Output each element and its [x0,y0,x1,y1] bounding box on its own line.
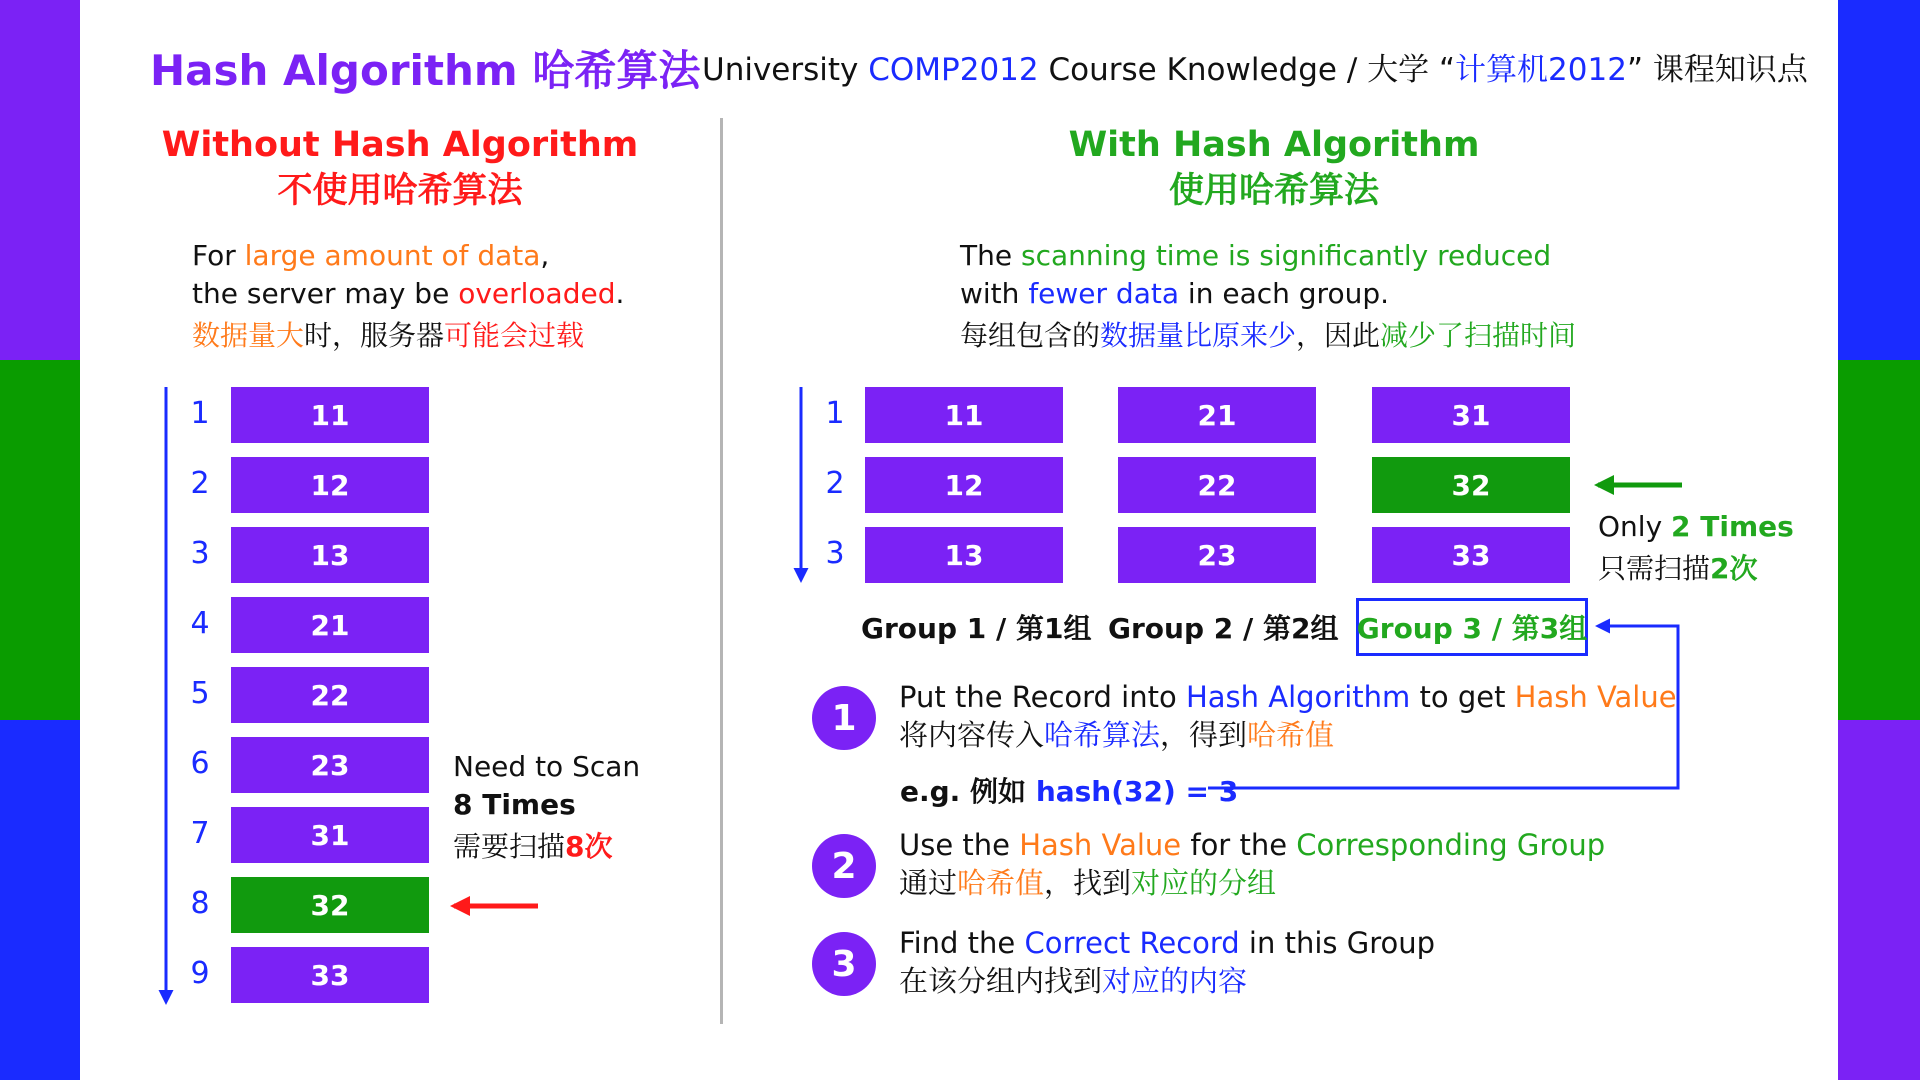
step-1-cn-d: 哈希值 [1247,718,1335,752]
left-cn-c: 可能会过载 [444,319,585,352]
step-2-en-d: Corresponding Group [1296,828,1606,862]
left-row-number: 8 [190,886,210,921]
step-2-en-b: Hash Value [1019,828,1182,862]
step-3-en-a: Find the [899,926,1025,960]
left-row-number: 4 [190,606,210,641]
left-line1-c: , [540,239,550,272]
right-cell: 23 [1118,527,1316,583]
left-row-number: 9 [190,956,210,991]
right-line2-c: in each group. [1179,277,1389,310]
right-heading-en: With Hash Algorithm [1068,125,1480,165]
right-cn-b: 数据量比原来少 [1100,319,1297,352]
left-row-number: 5 [190,676,210,711]
sub-suffix: ” 课程知识点 [1626,52,1808,88]
step-1-cn-c: ，得到 [1160,718,1248,752]
sub-course: COMP2012 [868,52,1039,88]
sub-course-cn: 计算机2012 [1455,52,1627,88]
hash-to-group-arrow [1208,626,1678,788]
step-1-en-b: Hash Algorithm [1185,680,1411,714]
left-cell: 31 [231,807,429,863]
right-cell-target: 32 [1372,457,1570,513]
step-3-cn-b: 对应的内容 [1102,964,1248,998]
right-cn-c: ，因此 [1296,319,1381,352]
left-line2-c: . [615,277,625,310]
left-cell: 22 [231,667,429,723]
right-cn-a: 每组包含的 [960,319,1101,352]
step-3-en-b: Correct Record [1024,926,1240,960]
left-row-number: 7 [190,816,210,851]
right-line1-b: scanning time is significantly reduced [1020,239,1552,272]
sub-prefix: University [702,52,869,88]
left-cell: 33 [231,947,429,1003]
right-only-b: 2 Times [1671,510,1794,543]
step-2-cn-c: ，找到 [1044,866,1132,900]
step-3-en-c: in this Group [1239,926,1436,960]
right-cell: 33 [1372,527,1570,583]
group-label: Group 2 / 第2组 [1108,612,1339,645]
right-line1-a: The [960,239,1021,272]
sub-mid: Course Knowledge / 大学 “ [1038,52,1456,88]
left-line1-b: large amount of data [244,239,541,272]
right-cn-d: 减少了扫描时间 [1380,319,1577,352]
step-2-cn-a: 通过 [899,866,958,900]
step-2-en-c: for the [1181,828,1297,862]
right-only-cn-b: 2次 [1710,552,1758,585]
left-cn-b: 时，服务器 [304,319,445,352]
example-expr: hash(32) = 3 [1035,775,1239,808]
left-heading-en: Without Hash Algorithm [161,125,639,165]
left-cell: 13 [231,527,429,583]
left-note-times: 8 Times [453,788,576,821]
step-3-badge: 3 [812,932,876,996]
right-line2-a: with [960,277,1029,310]
group-label: Group 1 / 第1组 [861,612,1092,645]
right-cell: 21 [1118,387,1316,443]
left-cell-target: 32 [231,877,429,933]
step-1-en-a: Put the Record into [899,680,1186,714]
right-line2-b: fewer data [1028,277,1180,310]
step-2-cn-b: 哈希值 [957,866,1045,900]
group-label-target: Group 3 / 第3组 [1356,598,1588,656]
left-cn-a: 数据量大 [192,319,305,352]
left-cell: 11 [231,387,429,443]
left-cell: 23 [231,737,429,793]
step-2-en-a: Use the [899,828,1020,862]
step-2-cn-d: 对应的分组 [1131,866,1277,900]
left-row-number: 1 [190,396,210,431]
left-row-number: 3 [190,536,210,571]
right-only-cn-a: 只需扫描 [1598,552,1711,585]
title-en: Hash Algorithm [150,46,518,95]
left-cell: 12 [231,457,429,513]
example-prefix: e.g. 例如 [900,775,1036,808]
left-line1-a: For [192,239,245,272]
step-1-cn-b: 哈希算法 [1044,718,1161,752]
step-1-en-c: to get [1410,680,1515,714]
step-1-badge: 1 [812,686,876,750]
title-cn: 哈希算法 [532,46,701,95]
step-1-en-d: Hash Value [1514,680,1677,714]
left-note-cn-b: 8次 [565,830,613,863]
right-only-a: Only [1598,510,1672,543]
right-cell: 31 [1372,387,1570,443]
right-cell: 22 [1118,457,1316,513]
left-line2-a: the server may be [192,277,459,310]
left-line2-b: overloaded [458,277,616,310]
left-heading-cn: 不使用哈希算法 [277,171,523,211]
right-row-number: 2 [825,466,845,501]
step-3-cn-a: 在该分组内找到 [899,964,1103,998]
left-note-cn-a: 需要扫描 [453,830,566,863]
step-2-badge: 2 [812,834,876,898]
right-cell: 12 [865,457,1063,513]
right-cell: 11 [865,387,1063,443]
right-heading-cn: 使用哈希算法 [1168,171,1379,211]
left-row-number: 6 [190,746,210,781]
right-cell: 13 [865,527,1063,583]
left-row-number: 2 [190,466,210,501]
step-1-cn-a: 将内容传入 [899,718,1045,752]
left-note-en: Need to Scan [453,750,641,783]
right-row-number: 1 [825,396,845,431]
left-cell: 21 [231,597,429,653]
right-row-number: 3 [825,536,845,571]
